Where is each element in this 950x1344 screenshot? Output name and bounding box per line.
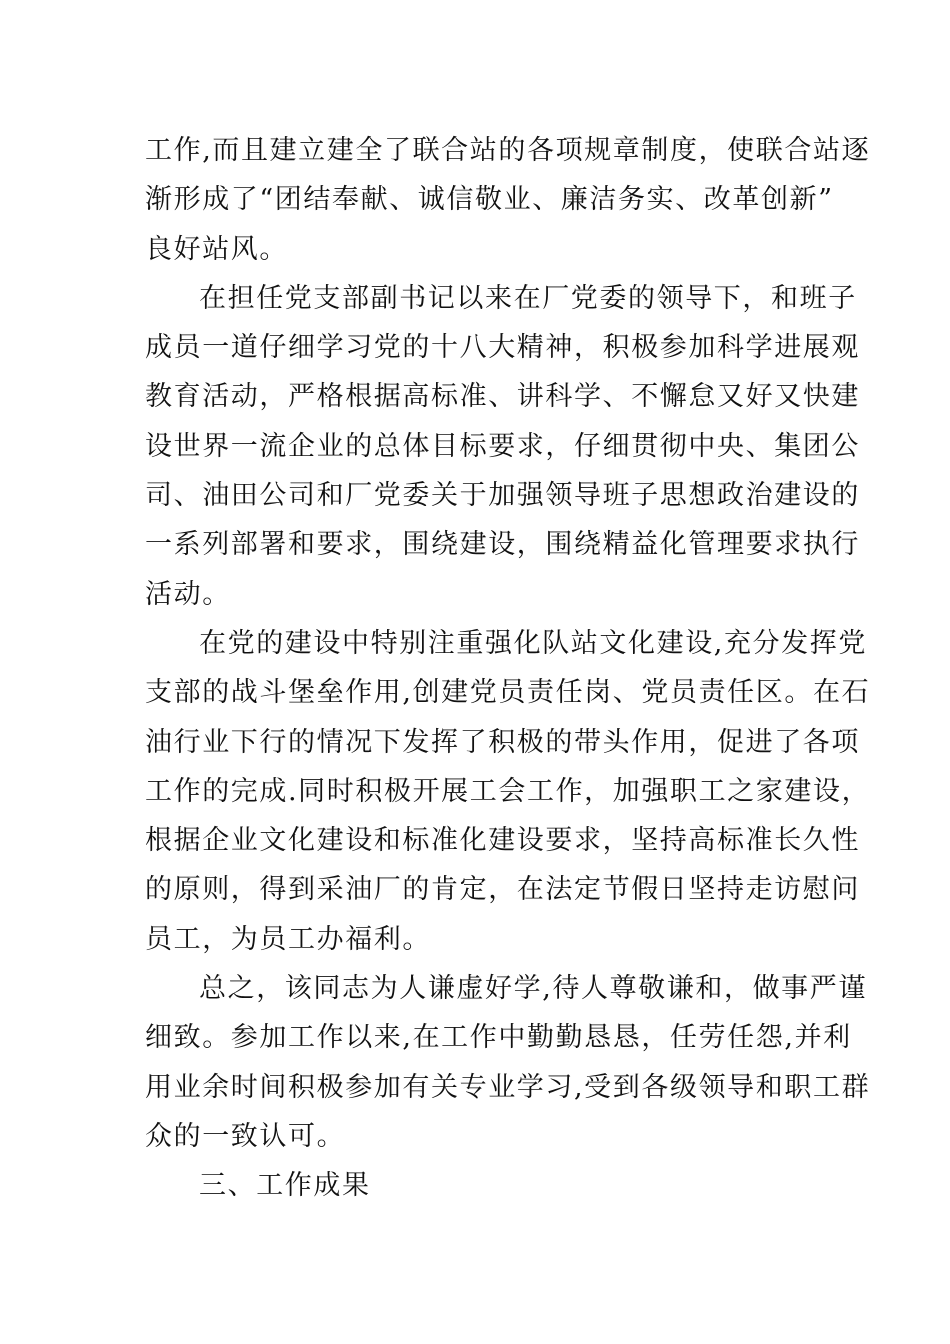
paragraph-2 [145, 274, 860, 619]
paragraph-line: 细致。参加工作以来,在工作中勤勤恳恳，任劳任怨,并利 [145, 1022, 852, 1054]
document-body [145, 126, 871, 1211]
paragraph-line: 的原则，得到采油厂的肯定，在法定节假日坚持走访慰问 [145, 874, 860, 906]
paragraph-line: 用业余时间积极参加有关专业学习,受到各级领导和职工群 [145, 1071, 871, 1103]
paragraph-3 [145, 619, 871, 964]
paragraph-line: 渐形成了“团结奉献、诚信敬业、廉洁务实、改革创新” [145, 184, 834, 216]
paragraph-line: 活动。 [145, 578, 231, 610]
paragraph-line: 员工，为员工办福利。 [145, 923, 431, 955]
paragraph-line: 在担任党支部副书记以来在厂党委的领导下，和班子 [199, 282, 857, 314]
paragraph-line: 油行业下行的情况下发挥了积极的带头作用，促进了各项 [145, 726, 860, 758]
paragraph-line: 工作的完成.同时积极开展工会工作，加强职工之家建设， [145, 775, 871, 807]
paragraph-line: 良好站风。 [145, 233, 288, 265]
paragraph-line: 在党的建设中特别注重强化队站文化建设,充分发挥党 [199, 627, 867, 659]
paragraph-line: 一系列部署和要求，围绕建设，围绕精益化管理要求执行 [145, 529, 860, 561]
paragraph-1 [145, 126, 871, 274]
paragraph-line: 教育活动，严格根据高标准、讲科学、不懈怠又好又快建 [145, 381, 860, 413]
paragraph-line: 司、油田公司和厂党委关于加强领导班子思想政治建设的 [145, 480, 860, 512]
paragraph-line: 众的一致认可。 [145, 1120, 346, 1152]
paragraph-4 [145, 964, 871, 1161]
paragraph-line: 支部的战斗堡垒作用,创建党员责任岗、党员责任区。在石 [145, 677, 871, 709]
paragraph-line: 工作,而且建立建全了联合站的各项规章制度，使联合站逐 [145, 135, 871, 166]
paragraph-line: 设世界一流企业的总体目标要求，仔细贯彻中央、集团公 [145, 430, 860, 462]
paragraph-line: 成员一道仔细学习党的十八大精神，积极参加科学进展观 [145, 332, 860, 364]
paragraph-line: 根据企业文化建设和标准化建设要求，坚持高标准长久性 [145, 825, 860, 857]
section-heading: 三、工作成果 [199, 1170, 371, 1202]
paragraph-line: 总之，该同志为人谦虚好学,待人尊敬谦和，做事严谨 [199, 973, 867, 1005]
